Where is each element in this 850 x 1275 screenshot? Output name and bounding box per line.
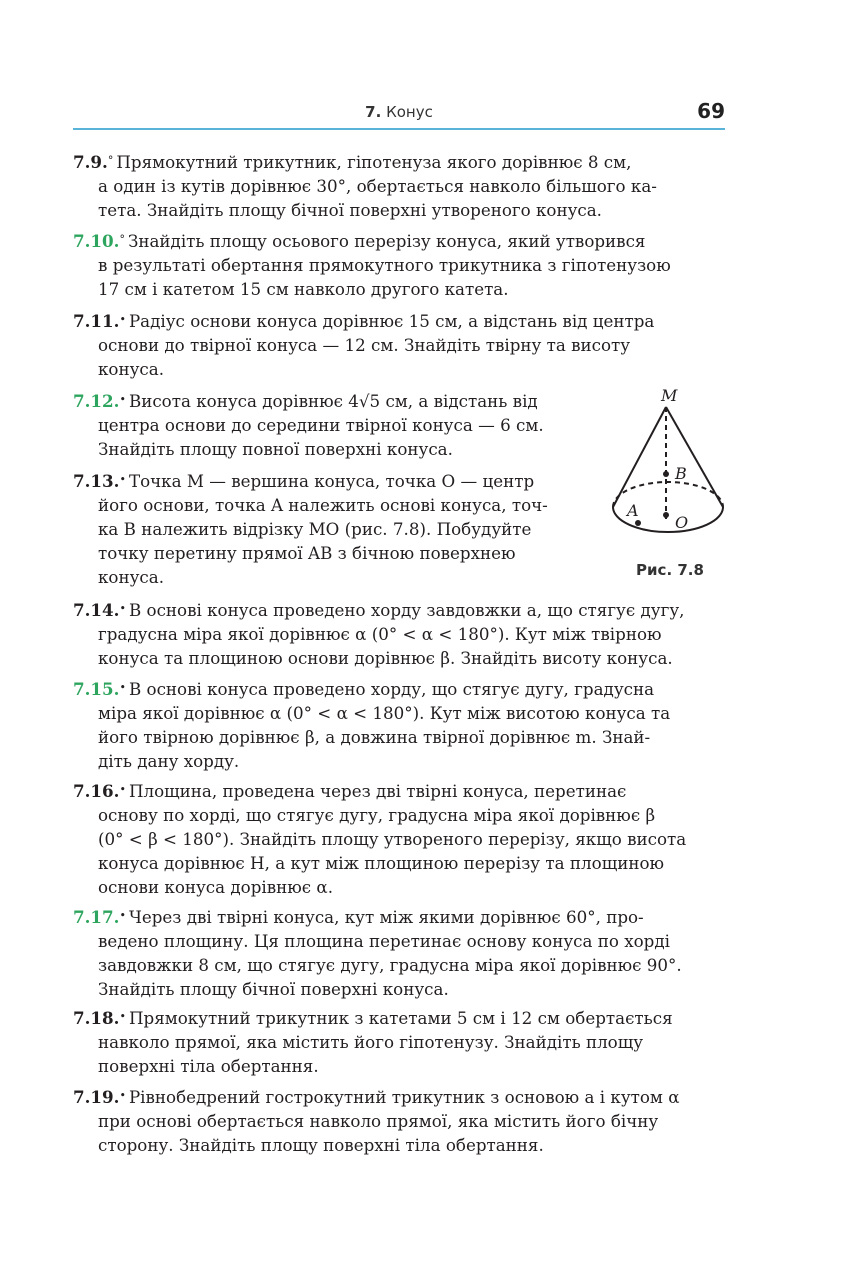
point-b — [663, 471, 669, 477]
problem-text: Рівнобедрений гострокутний трикутник з основою a і кутом α — [128, 1087, 680, 1107]
problem-7-10 — [73, 229, 725, 301]
problem-text: Площина, проведена через дві твірні конуса, перетинає — [128, 781, 627, 801]
problem-line — [73, 565, 588, 589]
problem-line — [73, 1006, 725, 1030]
problem-7-11 — [73, 309, 725, 381]
difficulty-mark: • — [119, 473, 126, 486]
problem-line — [73, 150, 725, 174]
problem-text: міра якої дорівнює α (0° < α < 180°). Кут між висотою конуса та — [98, 703, 671, 723]
problem-line — [73, 357, 725, 381]
problem-number: 7.12. — [73, 391, 120, 411]
problem-7-12 — [73, 389, 588, 461]
problem-text: Точка M — вершина конуса, точка O — центр — [128, 471, 535, 491]
problem-line — [73, 622, 725, 646]
problem-text: завдовжки 8 см, що стягує дугу, градусна міра якої дорівнює 90°. — [98, 955, 682, 975]
label-m: M — [661, 386, 678, 405]
problem-line — [73, 437, 588, 461]
problem-line — [73, 929, 725, 953]
problem-line — [73, 953, 725, 977]
problem-text: точку перетину прямої AB з бічною поверхнею — [98, 543, 516, 563]
problem-line — [73, 517, 588, 541]
problem-number: 7.10. — [73, 231, 120, 251]
difficulty-mark: • — [119, 909, 126, 922]
problem-text: його твірною дорівнює β, а довжина твірної дорівнює m. Знай- — [98, 727, 651, 747]
difficulty-mark: • — [119, 1089, 126, 1102]
problem-number: 7.18. — [73, 1008, 120, 1028]
problem-line — [73, 827, 725, 851]
difficulty-mark: • — [119, 1010, 126, 1023]
problem-7-14 — [73, 598, 725, 670]
problem-7-17 — [73, 905, 725, 1001]
problem-line — [73, 977, 725, 1001]
chapter-number: 7. — [365, 103, 382, 121]
problem-line — [73, 779, 725, 803]
problem-line — [73, 875, 725, 899]
label-a: A — [627, 501, 639, 520]
problem-text: градусна міра якої дорівнює α (0° < α < 180°). Кут між твірною — [98, 624, 662, 644]
problem-line — [73, 1109, 725, 1133]
problem-line — [73, 1054, 725, 1078]
problem-line — [73, 646, 725, 670]
point-a — [635, 520, 641, 526]
problem-text: основу по хорді, що стягує дугу, градусна міра якої дорівнює β — [98, 805, 656, 825]
problem-text: Радіус основи конуса дорівнює 15 см, а відстань від центра — [128, 311, 655, 331]
problem-line — [73, 851, 725, 875]
problem-text: в результаті обертання прямокутного трикутника з гіпотенузою — [98, 255, 671, 275]
problem-line — [73, 469, 588, 493]
label-o: O — [675, 513, 689, 532]
difficulty-mark: • — [119, 313, 126, 326]
chapter-heading — [73, 103, 725, 121]
problem-text: ка B належить відрізку MO (рис. 7.8). Побудуйте — [98, 519, 532, 539]
problem-text: Знайдіть площу повної поверхні конуса. — [98, 439, 453, 459]
problem-line — [73, 253, 725, 277]
difficulty-mark: ° — [107, 154, 114, 167]
figure-7-8 — [605, 385, 735, 585]
problem-line — [73, 701, 725, 725]
problem-text: ведено площину. Ця площина перетинає основу конуса по хорді — [98, 931, 670, 951]
problem-text: при основі обертається навколо прямої, яка містить його бічну — [98, 1111, 659, 1131]
problem-text: Через дві твірні конуса, кут між якими дорівнює 60°, про- — [128, 907, 644, 927]
problem-line — [73, 677, 725, 701]
problem-line — [73, 493, 588, 517]
page-header — [73, 98, 725, 128]
problem-text: навколо прямої, яка містить його гіпотенузу. Знайдіть площу — [98, 1032, 644, 1052]
problem-text: Прямокутний трикутник, гіпотенуза якого дорівнює 8 см, — [116, 152, 632, 172]
cone-diagram — [605, 385, 735, 560]
problem-number: 7.15. — [73, 679, 120, 699]
problem-text: В основі конуса проведено хорду, що стягує дугу, градусна — [128, 679, 655, 699]
label-b: B — [675, 464, 687, 483]
problem-text: сторону. Знайдіть площу поверхні тіла обертання. — [98, 1135, 544, 1155]
page-number: 69 — [697, 99, 725, 123]
problem-text: конуса дорівнює H, а кут між площиною перерізу та площиною — [98, 853, 665, 873]
problem-line — [73, 389, 588, 413]
figure-caption: Рис. 7.8 — [636, 561, 704, 579]
problem-text: 17 см і катетом 15 см навколо другого катета. — [98, 279, 509, 299]
problem-line — [73, 277, 725, 301]
difficulty-mark: • — [119, 681, 126, 694]
problem-text: конуса та площиною основи дорівнює β. Знайдіть висоту конуса. — [98, 648, 673, 668]
problem-text: тета. Знайдіть площу бічної поверхні утвореного конуса. — [98, 200, 602, 220]
problem-line — [73, 905, 725, 929]
problem-line — [73, 229, 725, 253]
difficulty-mark: • — [119, 602, 126, 615]
difficulty-mark: ° — [119, 233, 125, 246]
problem-line — [73, 1085, 725, 1109]
problem-text: поверхні тіла обертання. — [98, 1056, 319, 1076]
problem-line — [73, 198, 725, 222]
problem-text: (0° < β < 180°). Знайдіть площу утвореного перерізу, якщо висота — [98, 829, 687, 849]
problem-7-9 — [73, 150, 725, 222]
problem-text: основи конуса дорівнює α. — [98, 877, 334, 897]
problem-text: Знайдіть площу осьового перерізу конуса, який утворився — [127, 231, 646, 251]
problem-line — [73, 413, 588, 437]
problem-7-15 — [73, 677, 725, 773]
problem-line — [73, 541, 588, 565]
problem-number: 7.19. — [73, 1087, 120, 1107]
problem-text: Висота конуса дорівнює 4√5 см, а відстань від — [128, 391, 538, 411]
problem-7-16 — [73, 779, 725, 899]
difficulty-mark: • — [119, 393, 126, 406]
problem-number: 7.17. — [73, 907, 120, 927]
problem-number: 7.16. — [73, 781, 120, 801]
problem-text: а один із кутів дорівнює 30°, обертається навколо більшого ка- — [98, 176, 657, 196]
problem-7-18 — [73, 1006, 725, 1078]
point-o — [663, 512, 669, 518]
problem-text: діть дану хорду. — [98, 751, 240, 771]
problem-line — [73, 1133, 725, 1157]
difficulty-mark: • — [119, 783, 126, 796]
problem-number: 7.11. — [73, 311, 120, 331]
problem-number: 7.13. — [73, 471, 120, 491]
problem-line — [73, 749, 725, 773]
problem-text: його основи, точка A належить основі конуса, точ- — [98, 495, 548, 515]
problem-line — [73, 1030, 725, 1054]
problem-line — [73, 309, 725, 333]
problem-text: Прямокутний трикутник з катетами 5 см і 12 см обертається — [128, 1008, 673, 1028]
header-divider — [73, 128, 725, 130]
cone-generatrix-left — [613, 407, 666, 507]
problem-7-13 — [73, 469, 588, 589]
problem-text: конуса. — [98, 359, 165, 379]
problem-line — [73, 725, 725, 749]
problem-text: центра основи до середини твірної конуса — 6 см. — [98, 415, 544, 435]
problem-text: В основі конуса проведено хорду завдовжки a, що стягує дугу, — [128, 600, 685, 620]
problem-line — [73, 803, 725, 827]
problem-number: 7.9. — [73, 152, 108, 172]
problem-text: конуса. — [98, 567, 165, 587]
problem-7-19 — [73, 1085, 725, 1157]
cone-generatrix-right — [666, 407, 723, 507]
problem-text: Знайдіть площу бічної поверхні конуса. — [98, 979, 449, 999]
problem-number: 7.14. — [73, 600, 120, 620]
problem-line — [73, 333, 725, 357]
problem-line — [73, 174, 725, 198]
problem-line — [73, 598, 725, 622]
problem-text: основи до твірної конуса — 12 см. Знайдіть твірну та висоту — [98, 335, 631, 355]
chapter-title: Конус — [386, 103, 433, 121]
